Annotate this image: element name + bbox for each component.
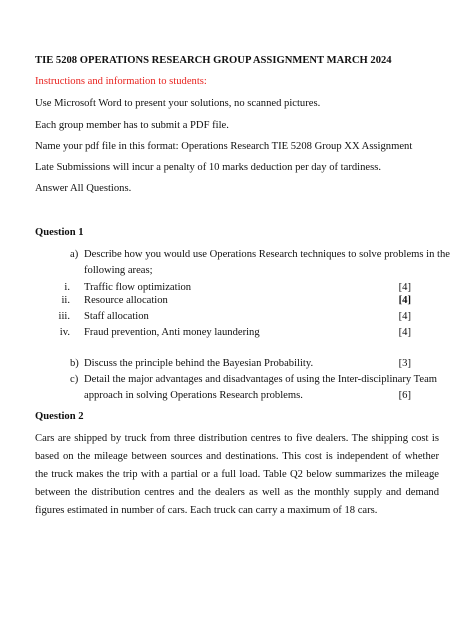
part-a-text-line-1: Describe how you would use Operations Research techniques to solve problems in the xyxy=(84,249,450,260)
item-iv-marks: [4] xyxy=(398,327,411,338)
item-iii-text: Staff allocation xyxy=(84,311,149,322)
instructions-heading: Instructions and information to students: xyxy=(35,76,207,87)
part-a-text-line-2: following areas; xyxy=(84,265,153,276)
question-2-line-4: between the distribution centres and the dealers as well as the monthly supply and demand xyxy=(35,487,439,498)
item-ii-number: ii. xyxy=(61,295,70,306)
item-iii-marks: [4] xyxy=(398,311,411,322)
item-i-marks: [4] xyxy=(398,282,411,293)
part-a-label: a) xyxy=(70,249,79,260)
item-iv-text: Fraud prevention, Anti money laundering xyxy=(84,327,260,338)
instruction-line-5: Answer All Questions. xyxy=(35,183,132,194)
item-ii-marks: [4] xyxy=(398,295,411,306)
instruction-line-3: Name your pdf file in this format: Operations Research TIE 5208 Group XX Assignment xyxy=(35,141,413,152)
part-c-text-line-1: Detail the major advantages and disadvantages of using the Inter-disciplinary Team xyxy=(84,374,438,385)
item-i-text: Traffic flow optimization xyxy=(84,282,192,293)
document-title: TIE 5208 OPERATIONS RESEARCH GROUP ASSIGNMENT MARCH 2024 xyxy=(35,55,392,66)
question-2-line-1: Cars are shipped by truck from three distribution centres to five dealers. The shipping cost is xyxy=(35,433,439,444)
part-c-label: c) xyxy=(70,374,79,385)
item-i-number: i. xyxy=(64,282,70,293)
question-2-line-2: based on the mileage between sources and destinations. This cost is independent of whether xyxy=(35,451,439,462)
part-b-label: b) xyxy=(70,358,79,369)
part-c-marks: [6] xyxy=(398,390,411,401)
question-2-heading: Question 2 xyxy=(35,411,84,422)
question-2-line-5: figures estimated in number of cars. Each truck can carry a maximum of 18 cars. xyxy=(35,505,378,516)
item-iii-number: iii. xyxy=(58,311,70,322)
part-c-text-line-2: approach in solving Operations Research problems. xyxy=(84,390,303,401)
part-b-marks: [3] xyxy=(398,358,411,369)
part-b-text: Discuss the principle behind the Bayesian Probability. xyxy=(84,358,314,369)
item-iv-number: iv. xyxy=(59,327,70,338)
instruction-line-2: Each group member has to submit a PDF file. xyxy=(35,120,229,131)
question-2-line-3: the truck makes the trip with a partial or a full load. Table Q2 below summarizes the mileage xyxy=(35,469,439,480)
question-1-heading: Question 1 xyxy=(35,227,84,238)
instruction-line-1: Use Microsoft Word to present your solutions, no scanned pictures. xyxy=(35,98,321,109)
instruction-line-4: Late Submissions will incur a penalty of 10 marks deduction per day of tardiness. xyxy=(35,162,381,173)
item-ii-text: Resource allocation xyxy=(84,295,168,306)
